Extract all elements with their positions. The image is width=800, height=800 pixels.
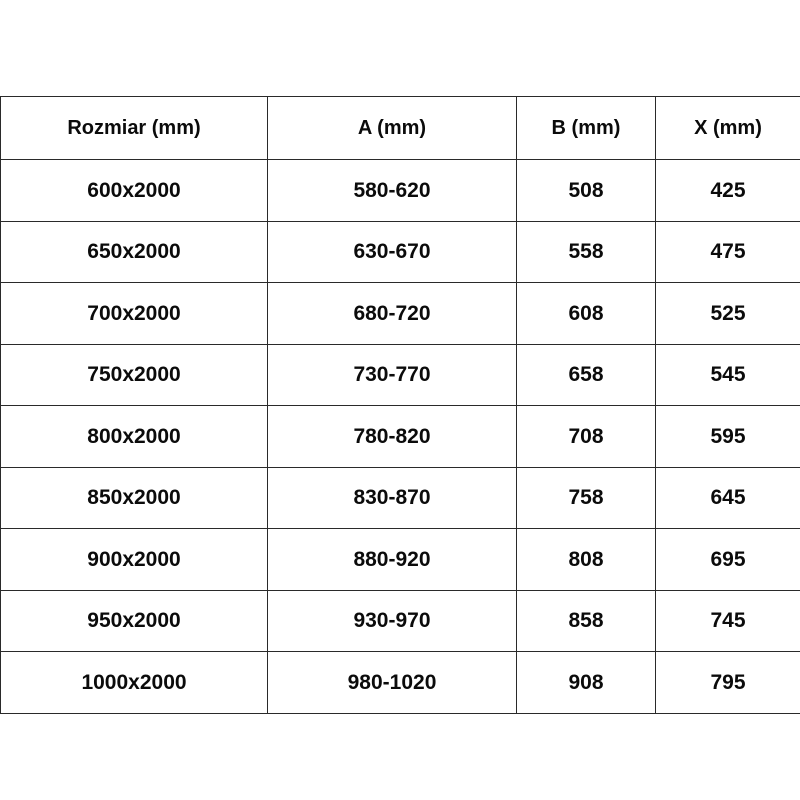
table-body [1,160,800,714]
size-specification-table [0,96,800,714]
table-header-row [1,97,800,160]
cell-x: 695 [656,529,800,591]
table-row [1,467,800,529]
column-header-a: A (mm) [268,97,517,160]
cell-x: 525 [656,283,800,345]
cell-b: 808 [517,529,656,591]
table-row [1,406,800,468]
cell-x: 545 [656,344,800,406]
cell-rozmiar: 950x2000 [1,590,268,652]
cell-a: 730-770 [268,344,517,406]
cell-rozmiar: 850x2000 [1,467,268,529]
cell-rozmiar: 700x2000 [1,283,268,345]
column-header-x: X (mm) [656,97,800,160]
cell-b: 558 [517,221,656,283]
cell-rozmiar: 1000x2000 [1,652,268,714]
cell-x: 595 [656,406,800,468]
cell-rozmiar: 900x2000 [1,529,268,591]
cell-b: 658 [517,344,656,406]
cell-a: 630-670 [268,221,517,283]
cell-a: 880-920 [268,529,517,591]
cell-a: 680-720 [268,283,517,345]
cell-b: 608 [517,283,656,345]
cell-b: 908 [517,652,656,714]
table-row [1,283,800,345]
table-row [1,344,800,406]
table-row [1,652,800,714]
table-row [1,529,800,591]
cell-a: 980-1020 [268,652,517,714]
cell-rozmiar: 600x2000 [1,160,268,222]
cell-a: 580-620 [268,160,517,222]
cell-a: 780-820 [268,406,517,468]
cell-x: 475 [656,221,800,283]
cell-b: 758 [517,467,656,529]
cell-x: 645 [656,467,800,529]
column-header-rozmiar: Rozmiar (mm) [1,97,268,160]
column-header-b: B (mm) [517,97,656,160]
cell-x: 425 [656,160,800,222]
table-header [1,97,800,160]
cell-b: 508 [517,160,656,222]
cell-rozmiar: 800x2000 [1,406,268,468]
cell-x: 745 [656,590,800,652]
table-row [1,160,800,222]
cell-a: 930-970 [268,590,517,652]
cell-x: 795 [656,652,800,714]
table-row [1,221,800,283]
cell-rozmiar: 750x2000 [1,344,268,406]
cell-rozmiar: 650x2000 [1,221,268,283]
cell-b: 858 [517,590,656,652]
table-row [1,590,800,652]
cell-b: 708 [517,406,656,468]
cell-a: 830-870 [268,467,517,529]
